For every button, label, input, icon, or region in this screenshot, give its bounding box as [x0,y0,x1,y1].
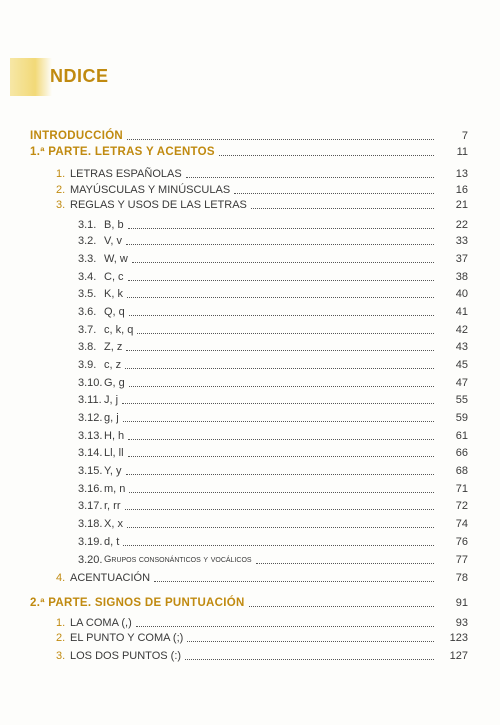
toc-entry-page: 72 [455,500,468,512]
toc-entry-label: G, g [104,377,125,389]
toc-entry-page: 33 [455,235,468,247]
toc-entry[interactable] [0,495,500,513]
toc-entry-number: 3.13. [78,430,103,442]
toc-entry[interactable] [0,283,500,301]
toc-entry-number: 1. [56,168,66,180]
toc-entry-label: c, z [104,359,122,371]
toc-entry-label: 1.ª PARTE. LETRAS Y ACENTOS [30,146,215,158]
toc-entry[interactable] [0,407,500,425]
toc-entry-number: 3.1. [78,219,97,231]
dot-leader [123,544,434,546]
toc-entry[interactable] [0,592,500,610]
dot-leader [125,508,435,510]
dot-leader [249,605,434,607]
toc-entry-number: 3.2. [78,235,97,247]
toc-entry-page: 76 [455,536,468,548]
toc-entry-number: 3.8. [78,341,97,353]
toc-entry-number: 4. [56,572,66,584]
toc-entry-number: 3.6. [78,306,97,318]
toc-entry[interactable] [0,266,500,284]
toc-entry-page: 55 [455,394,468,406]
dot-leader [128,279,434,281]
toc-entry[interactable] [0,230,500,248]
toc-entry-number: 3.12. [78,412,103,424]
toc-entry-number: 1. [56,617,66,629]
toc-entry[interactable] [0,319,500,337]
dot-leader [128,438,434,440]
toc-entry-page: 21 [455,199,468,211]
toc-entry-page: 45 [455,359,468,371]
dot-leader [129,314,434,316]
toc-entry-label: H, h [104,430,125,442]
dot-leader [128,227,434,229]
toc-entry-number: 3.20. [78,554,103,566]
toc-entry-label: X, x [104,518,123,530]
toc-entry-page: 74 [455,518,468,530]
toc-entry-page: 77 [455,554,468,566]
toc-entry-label: V, v [104,235,122,247]
toc-entry-number: 3.15. [78,465,103,477]
toc-entry-page: 41 [455,306,468,318]
dot-leader [154,580,434,582]
toc-entry-page: 42 [455,324,468,336]
toc-entry[interactable] [0,248,500,266]
toc-entry-label: MAYÚSCULAS Y MINÚSCULAS [70,184,231,196]
toc-entry-number: 2. [56,184,66,196]
dot-leader [137,332,434,334]
toc-entry-page: 47 [455,377,468,389]
toc-entry-page: 7 [461,130,468,142]
toc-entry-label: LETRAS ESPAÑOLAS [70,168,182,180]
toc-entry-label: C, c [104,271,124,283]
toc-entry-page: 71 [455,483,468,495]
toc-entry-number: 3.7. [78,324,97,336]
toc-entry-number: 3.18. [78,518,103,530]
dot-leader [129,385,434,387]
toc-entry[interactable] [0,425,500,443]
toc-entry-label: LOS DOS PUNTOS (:) [70,650,182,662]
toc-entry-label: Y, y [104,465,122,477]
page-title: NDICE [50,66,109,86]
toc-entry-page: 37 [455,253,468,265]
toc-entry[interactable] [0,531,500,549]
toc-entry-number: 3.4. [78,271,97,283]
toc-entry-label: 2.ª PARTE. SIGNOS DE PUNTUACIÓN [30,597,245,609]
dot-leader [129,491,434,493]
toc-entry[interactable] [0,354,500,372]
toc-entry-label: LA COMA (,) [70,617,132,629]
toc-entry-label: Q, q [104,306,125,318]
toc-entry[interactable] [0,627,500,645]
toc-entry-label: g, j [104,412,119,424]
toc-entry-page: 40 [455,288,468,300]
toc-entry-label: Z, z [104,341,123,353]
toc-entry-page: 68 [455,465,468,477]
dot-leader [126,473,434,475]
dot-leader [127,526,434,528]
toc-entry-page: 59 [455,412,468,424]
toc-entry[interactable] [0,567,500,585]
dot-leader [187,640,434,642]
dot-leader [127,138,434,140]
dot-leader [186,176,434,178]
toc-entry-page: 22 [455,219,468,231]
dot-leader [251,207,434,209]
dot-leader [219,154,434,156]
dot-leader [126,243,434,245]
toc-entry-number: 3.16. [78,483,103,495]
toc-entry-label: B, b [104,219,124,231]
toc-entry-label: INTRODUCCIÓN [30,130,124,142]
toc-entry-label: ACENTUACIÓN [70,572,151,584]
toc-entry-page: 66 [455,447,468,459]
toc-entry-label: J, j [104,394,119,406]
toc-entry-number: 2. [56,632,66,644]
toc-entry[interactable] [0,194,500,212]
toc-entry-page: 61 [455,430,468,442]
toc-entry-page: 127 [449,650,468,662]
toc-entry[interactable] [0,460,500,478]
toc-entry-label: EL PUNTO Y COMA (;) [70,632,184,644]
toc-entry-number: 3.10. [78,377,103,389]
dot-leader [127,296,434,298]
toc-entry-number: 3.11. [78,394,102,406]
toc-entry-page: 16 [455,184,468,196]
toc-entry-label: W, w [104,253,128,265]
dot-leader [122,402,434,404]
toc-entry-label: Ll, ll [104,447,124,459]
toc-entry-label: K, k [104,288,123,300]
toc-entry-label: Grupos consonánticos y vocálicos [104,554,252,565]
toc-entry-page: 43 [455,341,468,353]
dot-leader [132,261,434,263]
dot-leader [123,420,434,422]
dot-leader [126,349,434,351]
toc-entry[interactable] [0,141,500,159]
toc-entry[interactable] [0,301,500,319]
toc-entry-number: 3.14. [78,447,103,459]
toc-entry[interactable] [0,645,500,663]
toc-entry-number: 3.5. [78,288,97,300]
toc-entry-label: REGLAS Y USOS DE LAS LETRAS [70,199,247,211]
toc-entry-number: 3. [56,650,66,662]
dot-leader [128,455,434,457]
toc-entry[interactable] [0,372,500,390]
toc-entry-number: 3.17. [78,500,103,512]
toc-entry-page: 11 [456,146,468,158]
toc-entry-label: m, n [104,483,126,495]
toc-entry-page: 93 [455,617,468,629]
toc-entry-number: 3.9. [78,359,97,371]
toc-entry-page: 123 [449,632,468,644]
toc-entry-label: c, k, q [104,324,134,336]
toc-entry[interactable] [0,442,500,460]
toc-entry-page: 38 [455,271,468,283]
toc-entry[interactable] [0,513,500,531]
toc-entry[interactable] [0,336,500,354]
toc-entry-page: 91 [455,597,468,609]
toc-entry-number: 3.19. [78,536,103,548]
toc-entry-number: 3.3. [78,253,97,265]
toc-entry-label: d, t [104,536,120,548]
toc-entry-page: 78 [455,572,468,584]
toc-entry-page: 13 [455,168,468,180]
toc-entry-number: 3. [56,199,66,211]
toc-entry[interactable] [0,389,500,407]
toc-entry[interactable] [0,549,500,567]
dot-leader [125,367,434,369]
toc-entry-label: r, rr [104,500,121,512]
dot-leader [256,562,434,564]
toc-entry[interactable] [0,478,500,496]
dot-leader [185,658,434,660]
